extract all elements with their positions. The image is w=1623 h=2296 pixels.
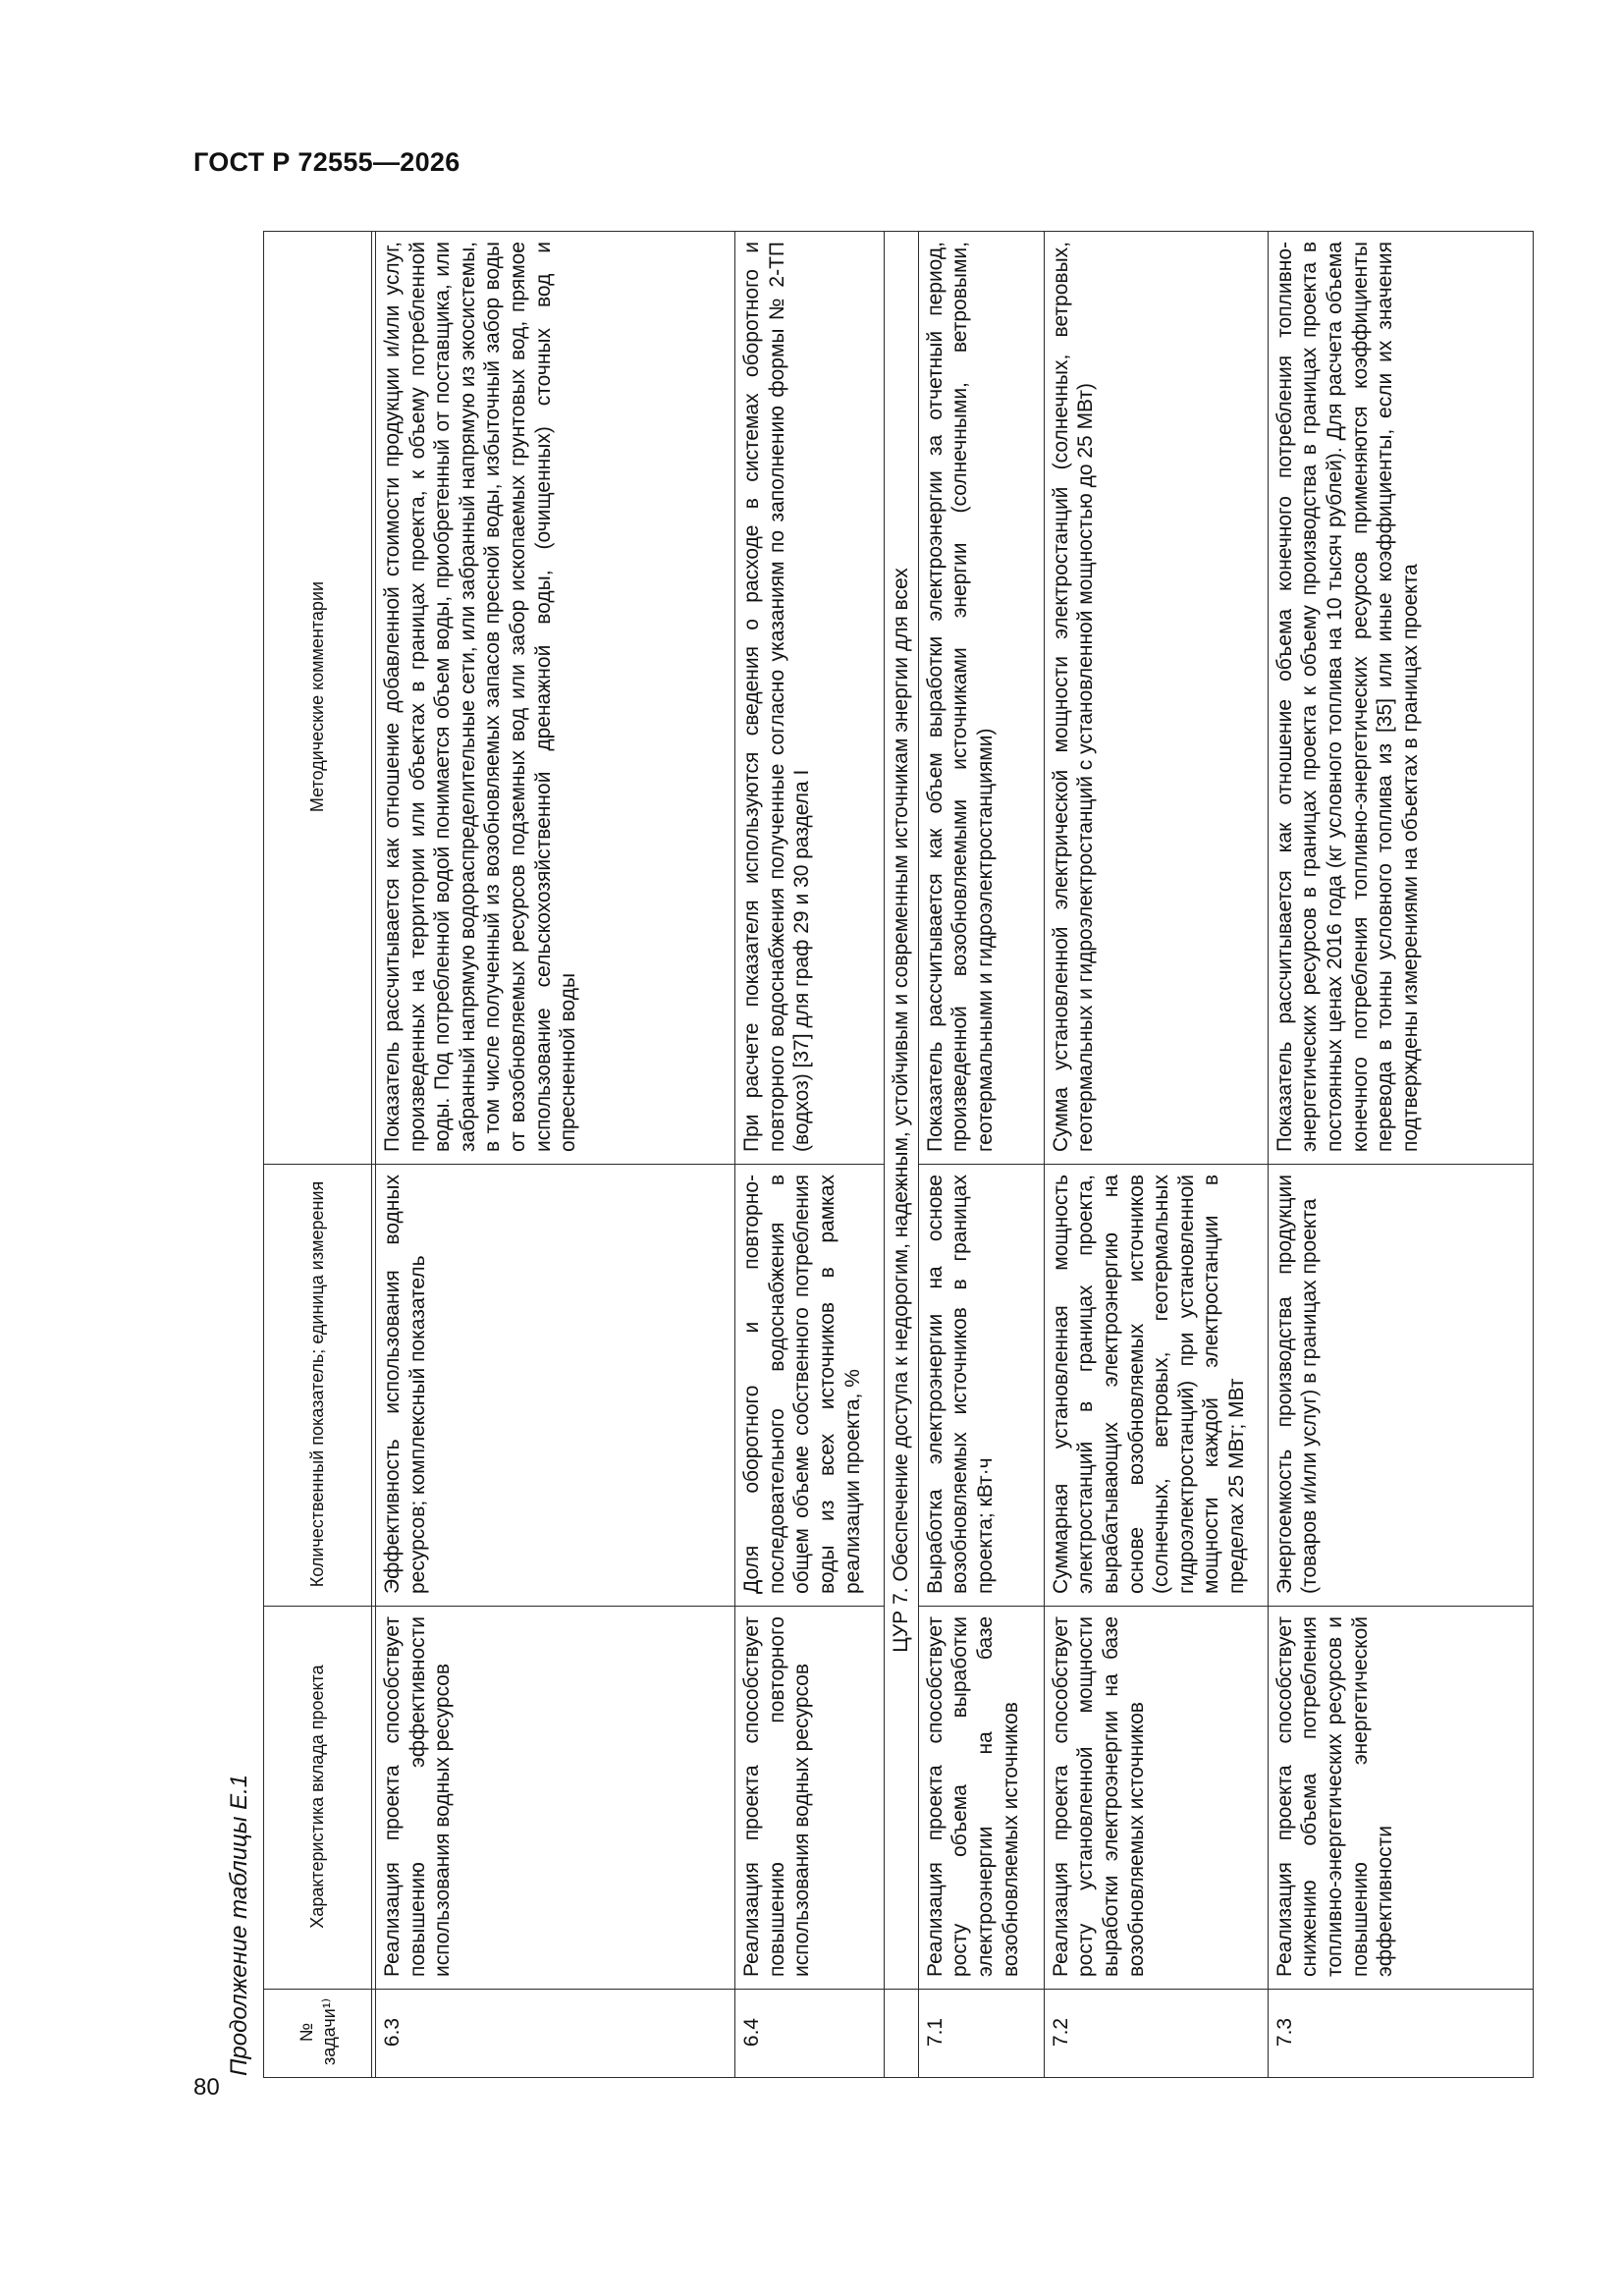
comment-cell: При расчете показателя используются сведения о расходе в системах оборотного и повторного водоснабжения полученные согласно указаниям по заполнению формы № 2-ТП (водхоз) [37] для граф 29 и 30 раздела I — [735, 232, 885, 1165]
table-row — [376, 232, 735, 2078]
contribution-cell: Реализация проекта способствует росту объема выработки электроэнергии на базе возобновляемых источников — [918, 1607, 1044, 1990]
col-header-indicator: Количественный показатель; единица измерения — [264, 1165, 372, 1607]
indicator-cell: Доля оборотного и повторно-последовательного водоснабжения в общем объеме собственного потребления воды из всех источников в рамках реализации проекта, % — [735, 1165, 885, 1607]
task-number: 7.1 — [918, 1990, 1044, 2078]
table-row — [1268, 232, 1533, 2078]
task-number: 7.2 — [1044, 1990, 1268, 2078]
table-row — [918, 232, 1044, 2078]
task-number: 6.4 — [735, 1990, 885, 2078]
col-header-comments: Методические комментарии — [264, 232, 372, 1165]
task-number: 7.3 — [1268, 1990, 1533, 2078]
contribution-cell: Реализация проекта способствует повышению эффективности использования водных ресурсов — [376, 1607, 735, 1990]
standard-table — [263, 231, 1534, 2078]
contribution-cell: Реализация проекта способствует повышению повторного использования водных ресурсов — [735, 1607, 885, 1990]
contribution-cell: Реализация проекта способствует снижению объема потребления топливно-энергетических ресурсов и повышению энергетической эффективности — [1268, 1607, 1533, 1990]
rotated-table-block — [228, 232, 1534, 2078]
section-title: ЦУР 7. Обеспечение доступа к недорогим, надежным, устойчивым и современным источникам энергии для всех — [885, 232, 919, 1990]
col-header-contribution: Характеристика вклада проекта — [264, 1607, 372, 1990]
indicator-cell: Суммарная установленная мощность электростанций в границах проекта, вырабатывающих электроэнергию на основе возобновляемых источников (солнечных, ветровых, геотермальных гидроэлектростанций) при установленной мощности каждой электростанции в пределах 25 МВт; МВт — [1044, 1165, 1268, 1607]
indicator-cell: Выработка электроэнергии на основе возобновляемых источников в границах проекта; кВт·ч — [918, 1165, 1044, 1607]
col-header-task-number: № задачи¹⁾ — [264, 1990, 372, 2078]
comment-cell: Сумма установленной электрической мощности электростанций (солнечных, ветровых, геотермальных и гидроэлектростанций с установленной мощностью до 25 МВт) — [1044, 232, 1268, 1165]
task-number: 6.3 — [376, 1990, 735, 2078]
table-header-row — [264, 232, 372, 2078]
document-code: ГОСТ Р 72555—2026 — [193, 147, 460, 177]
table-continuation-label: Продолжение таблицы Е.1 — [226, 1774, 252, 2076]
section-spacer-cell — [885, 1990, 919, 2078]
table-row — [1044, 232, 1268, 2078]
comment-cell: Показатель рассчитывается как объем выработки электроэнергии за отчетный период, произведенной возобновляемыми источниками энергии (солнечными, ветровыми, геотермальными и гидроэлектростанциями) — [918, 232, 1044, 1165]
indicator-cell: Энергоемкость производства продукции (товаров и/или услуг) в границах проекта — [1268, 1165, 1533, 1607]
comment-cell: Показатель рассчитывается как отношение добавленной стоимости продукции и/или услуг, произведенных на территории или объектах в границах проекта, к объему потребленной воды. Под потребленной водой понимается объем воды, приобретенный от поставщика, или забранный напрямую водораспределительные сети, или забранный напрямую из экосистемы, в том числе полученный из возобновляемых запасов пресной воды, избыточный забор воды от возобновляемых ресурсов подземных вод или забор ископаемых грунтовых вод, прямое использование сельскохозяйственной дренажной воды, (очищенных) сточных вод и опресненной воды — [376, 232, 735, 1165]
comment-cell: Показатель рассчитывается как отношение объема конечного потребления топливно-энергетических ресурсов в границах проекта к объему производства в границах проекта в постоянных ценах 2016 года (кг условного топлива на 10 тысяч рублей). Для расчета объема конечного потребления топливно-энергетических ресурсов применяются коэффициенты перевода в тонны условного топлива из [35] или иные коэффициенты, если их значения подтверждены измерениями на объектах в границах проекта — [1268, 232, 1533, 1165]
indicator-cell: Эффективность использования водных ресурсов; комплексный показатель — [376, 1165, 735, 1607]
page-number: 80 — [193, 2074, 220, 2101]
contribution-cell: Реализация проекта способствует росту установленной мощности выработки электроэнергии на базе возобновляемых источников — [1044, 1607, 1268, 1990]
table-row — [735, 232, 885, 2078]
section-row — [885, 232, 919, 2078]
